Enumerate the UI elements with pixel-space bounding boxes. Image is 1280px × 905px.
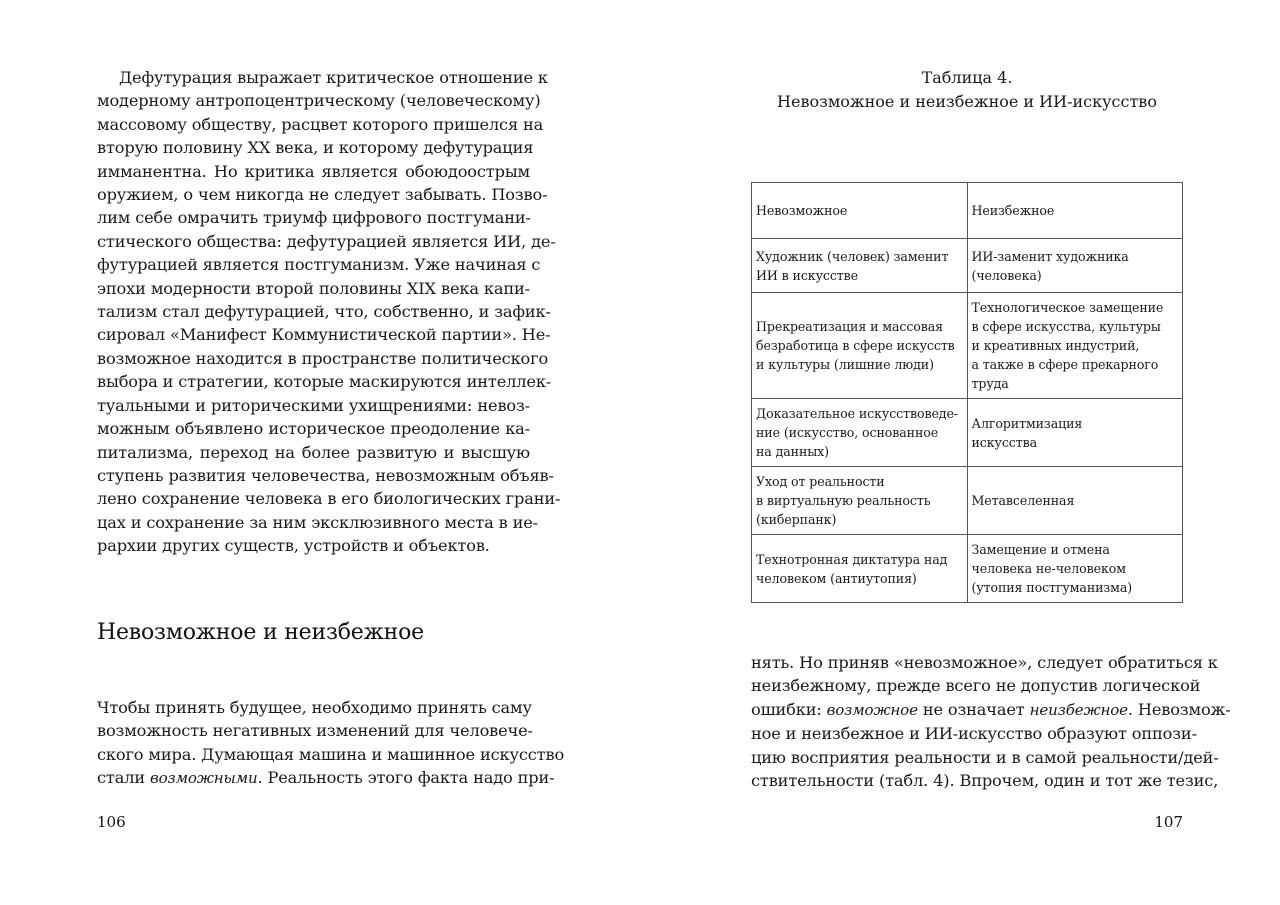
cell-line: искусства	[971, 434, 1038, 450]
cell-line: Доказательное искусствоведе-	[756, 406, 958, 421]
cell-line: Технологическое замещение	[971, 300, 1164, 315]
cell-line: Художник (человек) заменит	[756, 248, 949, 264]
text-segment: . Реальность этого факта надо при-	[257, 768, 555, 788]
text-line	[97, 766, 555, 790]
text-line: оружием, о чем никогда не следует забывать. Позво-	[97, 185, 548, 205]
table-title: Невозможное и неизбежное и ИИ-искусство	[777, 92, 1157, 111]
header-inevitable: Неизбежное	[967, 183, 1183, 239]
text-segment: не означает	[917, 699, 1030, 719]
cell-line: Метавселенная	[971, 493, 1075, 508]
cell-line: Технотронная диктатура над	[756, 551, 948, 567]
cell-line: ИИ-заменит художника	[971, 248, 1129, 264]
header-impossible: Невозможное	[752, 183, 968, 239]
cell-inevitable	[967, 399, 1183, 467]
table-row	[752, 467, 1183, 535]
impossible-inevitable-table	[751, 182, 1183, 603]
text-line: Дефутурация выражает критическое отношение к	[119, 68, 548, 87]
text-line: ступень развития человечества, невозможным объяв-	[97, 465, 554, 485]
cell-line: труда	[971, 376, 1009, 391]
cell-line: Уход от реальности	[756, 474, 885, 489]
page-number: 107	[1154, 813, 1183, 831]
text-line: имманентна. Но критика является обоюдоострым	[97, 161, 530, 181]
text-segment: ошибки:	[751, 699, 827, 719]
text-line: возможное находится в пространстве политического	[97, 348, 549, 368]
text-line: модерному антропоцентрическому (человеческому)	[97, 91, 541, 111]
italic-emphasis: возможное	[826, 700, 918, 719]
text-line: ное и неизбежное и ИИ-искусство образуют оппози-	[751, 724, 1197, 744]
table-caption	[751, 66, 1183, 114]
cell-line: ИИ в искусстве	[756, 267, 859, 283]
cell-line: на данных)	[756, 444, 829, 459]
cell-impossible	[752, 467, 968, 535]
cell-line: человеком (антиутопия)	[756, 570, 917, 586]
page-number: 106	[97, 813, 126, 831]
cell-line: в сфере искусства, культуры	[971, 319, 1161, 334]
text-line	[751, 698, 1231, 722]
text-line: сировал «Манифест Коммунистической партии». Не-	[97, 325, 551, 345]
text-line: возможность негативных изменений для человече-	[97, 721, 533, 741]
text-line: цах и сохранение за ним эксклюзивного места в ие-	[97, 512, 538, 532]
section-heading: Невозможное и неизбежное	[97, 620, 424, 645]
text-line: Чтобы принять будущее, необходимо принять саму	[97, 698, 532, 717]
table-row	[752, 399, 1183, 467]
text-line: эпохи модерности второй половины XIX века капи-	[97, 278, 530, 298]
cell-impossible	[752, 293, 968, 399]
paragraph-accept-future	[97, 696, 565, 791]
text-segment: . Невозмож-	[1127, 699, 1231, 719]
cell-line: человека не-человеком	[971, 561, 1126, 576]
cell-line: безработица в сфере искусств	[756, 338, 955, 353]
cell-impossible	[752, 239, 968, 293]
text-line: питализма, переход на более развитую и высшую	[97, 442, 530, 462]
text-line: выбора и стратегии, которые маскируются интеллек-	[97, 372, 552, 392]
text-segment: стали	[97, 768, 150, 788]
text-line: футурацией является постгуманизм. Уже начиная с	[97, 255, 541, 275]
table-number: Таблица 4.	[921, 68, 1013, 87]
cell-inevitable	[967, 467, 1183, 535]
table-row	[752, 293, 1183, 399]
cell-line: в виртуальную реальность	[756, 493, 931, 508]
cell-inevitable	[967, 293, 1183, 399]
paragraph-inevitable	[751, 651, 1231, 792]
text-line: массовому обществу, расцвет которого пришелся на	[97, 114, 544, 134]
italic-emphasis: возможными	[150, 769, 258, 788]
cell-line: (киберпанк)	[756, 512, 837, 527]
italic-emphasis: неизбежное	[1029, 700, 1128, 719]
text-line: стического общества: дефутурацией является ИИ, де-	[97, 231, 556, 251]
cell-line: (человека)	[971, 267, 1042, 283]
cell-line: (утопия постгуманизма)	[971, 580, 1133, 595]
text-line: неизбежному, прежде всего не допустив логической	[751, 676, 1201, 696]
cell-line: ние (искусство, основанное	[756, 425, 939, 440]
text-line: ского мира. Думающая машина и машинное искусство	[97, 744, 565, 764]
text-line: вторую половину XX века, и которому дефутурация	[97, 138, 534, 158]
text-line: цию восприятия реальности и в самой реальности/дей-	[751, 747, 1219, 767]
cell-inevitable	[967, 535, 1183, 603]
cell-line: Алгоритмизация	[971, 415, 1083, 431]
text-line: нять. Но приняв «невозможное», следует обратиться к	[751, 653, 1218, 672]
table-row	[752, 239, 1183, 293]
cell-line: а также в сфере прекарного	[971, 357, 1159, 372]
text-line: тализм стал дефутурацией, что, собственно, и зафик-	[97, 302, 551, 322]
text-line: лим себе омрачить триумф цифрового постгумани-	[97, 208, 531, 228]
cell-line: Прекреатизация и массовая	[756, 319, 944, 334]
paragraph-defuturation	[97, 66, 561, 558]
text-line: можным объявлено историческое преодоление ка-	[97, 419, 530, 439]
cell-line: и креативных индустрий,	[971, 338, 1140, 353]
text-line: туальными и риторическими ухищрениями: невоз-	[97, 395, 530, 415]
text-line: лено сохранение человека в его биологических грани-	[97, 489, 561, 509]
text-line: рархии других существ, устройств и объектов.	[97, 536, 490, 556]
table-header-row	[752, 183, 1183, 239]
table-row	[752, 535, 1183, 603]
cell-line: и культуры (лишние люди)	[756, 357, 934, 372]
text-line: ствительности (табл. 4). Впрочем, один и тот же тезис,	[751, 771, 1219, 791]
cell-inevitable	[967, 239, 1183, 293]
cell-impossible	[752, 399, 968, 467]
cell-impossible	[752, 535, 968, 603]
cell-line: Замещение и отмена	[971, 542, 1110, 557]
